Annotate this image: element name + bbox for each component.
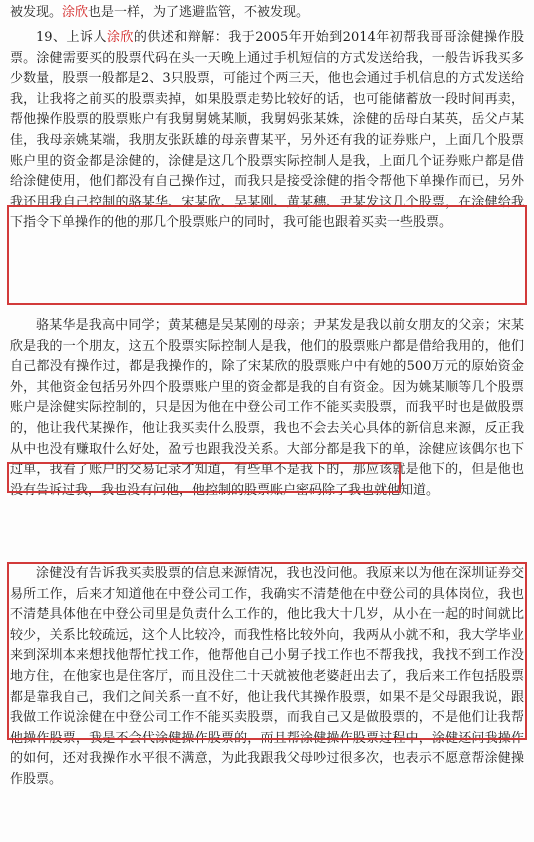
paragraph-account-holders: 骆某华是我高中同学；黄某穗是吴某刚的母亲；尹某发是我以前女朋友的父亲；宋某欣是我的一个朋友，这五个股票实际控制人是我，他们的股票账户都是借给我用的，他们自己都没有操作过，都是我操作的，除了宋某欣的股票账户中有她的500万元的原始资金外，其他资金包括另外四个股票账户里的资金都是我的自有资金。因为姚某顺等几个股票账户是涂健实际控制的，只是因为他在中登公司工作不能买卖股票，而我平时也是做股票的，他让我代某操作，他让我买卖什么股票，我也不会去关心具体的新信息来源，反正我从中也没有赚取什么好处，盈亏也跟我没关系。大部分都是我下的单，涂健应该偶尔也下过单，我看了账户的交易记录才知道，有些单不是我下的，那应该就是他下的，但是他也没有告诉过我，我也没有问他，他控制的股票账户密码除了我也就他知道。 <box>10 318 524 498</box>
text-segment: 19、上诉人 <box>36 30 107 45</box>
highlighted-name: 涂欣 <box>106 30 134 45</box>
paragraph-relationship: 涂健没有告诉我买卖股票的信息来源情况，我也没问他。我原来以为他在深圳证券交易所工作，后来才知道他在中登公司工作，我确实不清楚他在中登公司的具体岗位，我也不清楚具体他在中登公司里是负责什么工作的，他比我大十几岁，从小在一起的时间就比较少，关系比较疏远，这个人比较冷，而我性格比较外向，我两从小就不和，我大学毕业来到深圳本来想找他帮忙找工作，他帮他自己小舅子找工作也不帮我找，我找不到工作没地方住，在他家也是住客厅，而且没住二十天就被他老婆赶出去了，我后来工作包括股票都是靠我自己，我们之间关系一直不好，他让我代其操作股票，如果不是父母跟我说，跟我做工作说涂健在中登公司工作不能买卖股票，而我自己又是做股票的，不是他们让我帮他操作股票，我是不会代涂健操作股票的，而且帮涂健操作股票过程中，涂健还问我操作的如何，还对我操作水平很不满意，为此我跟我父母吵过很多次，也表示不愿意帮涂健操作股票。 <box>10 566 524 787</box>
paragraph-19 <box>10 28 524 234</box>
highlighted-name: 涂欣 <box>62 5 89 20</box>
text-segment: 的供述和辩解：我于2005年开始到2014年初帮我哥哥涂健操作股票。涂健需要买的股票代码在头一天晚上通过手机短信的方式发送给我，一般告诉我买多少数量，股票一般都是2、3只股票，可能过个两三天，他也会通过手机信息的方式发送给我，让我将之前买的股票卖掉，如果股票走势比较好的话，也可能储蓄放一段时间再卖，帮他操作股票的股票账户有我舅舅姚某顺，我舅妈张某姝，涂健的岳母白某英，岳父卢某佳，我母亲姚某端，我朋友张跃雄的母亲曹某平，另外还有我的证券账户，上面几个股票账户里的资金都是涂健的，涂健是这几个股票实际控制人是我，上面几个证券账户都是借给涂健使用，他们都没有自己操作过，而我只是接受涂健的指令帮他下单操作而已，另外我还用我自己控制的骆某华、宋某欣、吴某刚、黄某穗、尹某发这几个股票，在涂健给我下指令下单操作的他的那几个股票账户的同时，我可能也跟着买卖一些股票。 <box>10 30 525 231</box>
text-segment: 也是一样，为了逃避监管，不被发现。 <box>88 5 310 20</box>
paragraph-continuation <box>10 3 524 24</box>
text-segment: 被发现。 <box>10 5 63 20</box>
